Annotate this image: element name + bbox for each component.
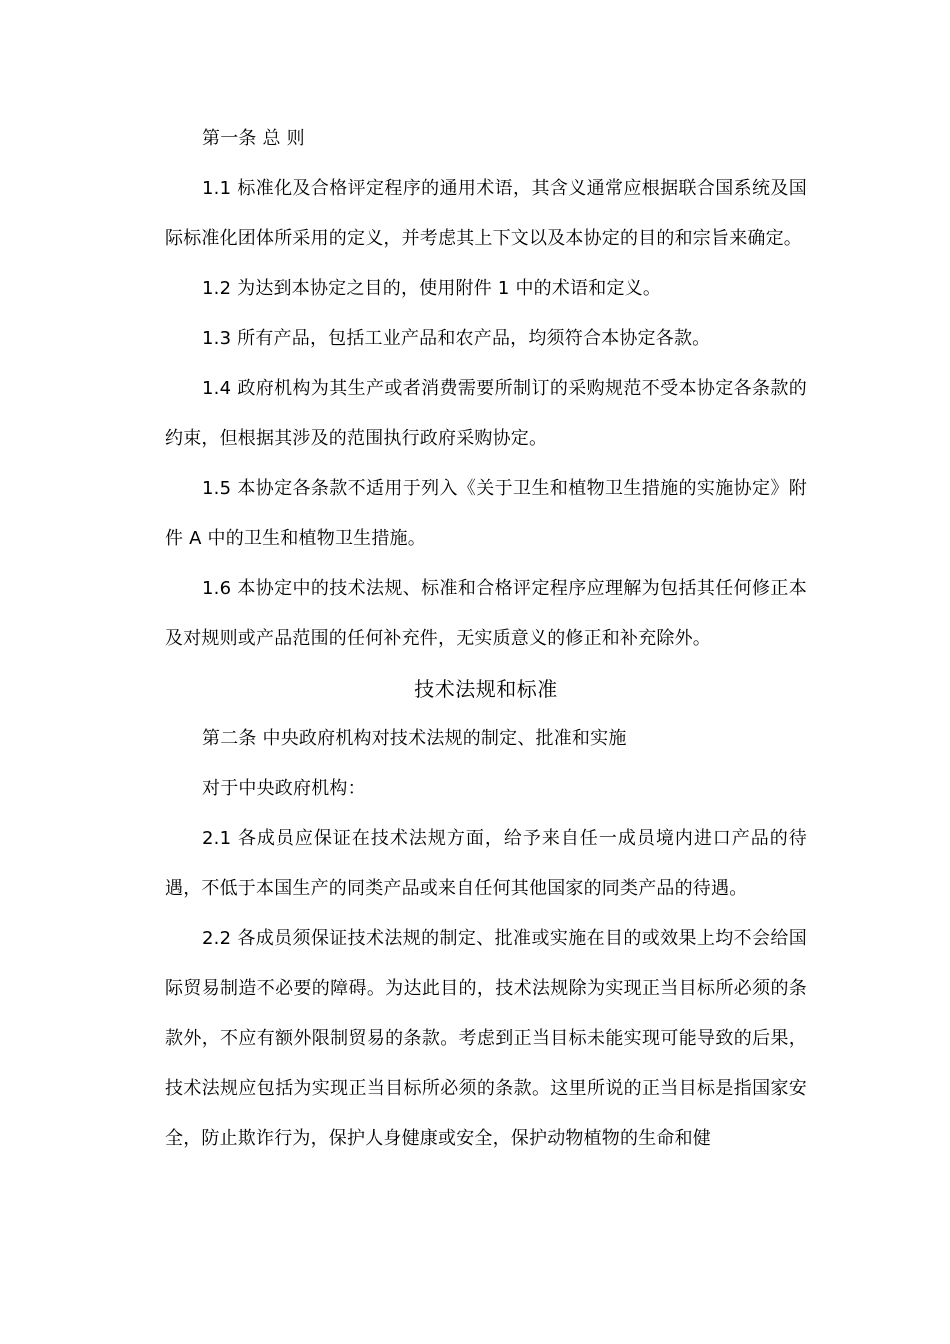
central-government-intro: 对于中央政府机构： [202,778,366,799]
clause-1-1: 1.1 标准化及合格评定程序的通用术语，其含义通常应根据联合国系统及国际标准化团体所采用的定义，并考虑其上下文以及本协定的目的和宗旨来确定。 [165,178,807,249]
article-1-heading: 第一条 总 则 [202,128,305,149]
clause-2-2: 2.2 各成员须保证技术法规的制定、批准或实施在目的或效果上均不会给国际贸易制造不必要的障碍。为达此目的，技术法规除为实现正当目标所必须的条款外，不应有额外限制贸易的条款。考虑到正当目标未能实现可能导致的后果，技术法规应包括为实现正当目标所必须的条款。这里所说的正当目标是指国家安全，防止欺诈行为，保护人身健康或安全，保护动物植物的生命和健 [165,928,807,1149]
clause-2-1: 2.1 各成员应保证在技术法规方面，给予来自任一成员境内进口产品的待遇，不低于本国生产的同类产品或来自任何其他国家的同类产品的待遇。 [165,828,807,899]
clause-1-2: 1.2 为达到本协定之目的，使用附件 1 中的术语和定义。 [202,278,662,299]
clause-1-4: 1.4 政府机构为其生产或者消费需要所制订的采购规范不受本协定各条款的约束，但根据其涉及的范围执行政府采购协定。 [165,378,807,449]
clause-1-3: 1.3 所有产品，包括工业产品和农产品，均须符合本协定各款。 [202,328,711,349]
clause-1-6: 1.6 本协定中的技术法规、标准和合格评定程序应理解为包括其任何修正本及对规则或产品范围的任何补充件，无实质意义的修正和补充除外。 [165,578,807,649]
document-body [165,114,807,1164]
section-title: 技术法规和标准 [414,677,558,701]
article-2-heading: 第二条 中央政府机构对技术法规的制定、批准和实施 [202,728,627,749]
clause-1-5: 1.5 本协定各条款不适用于列入《关于卫生和植物卫生措施的实施协定》附件 A 中的卫生和植物卫生措施。 [165,478,807,549]
